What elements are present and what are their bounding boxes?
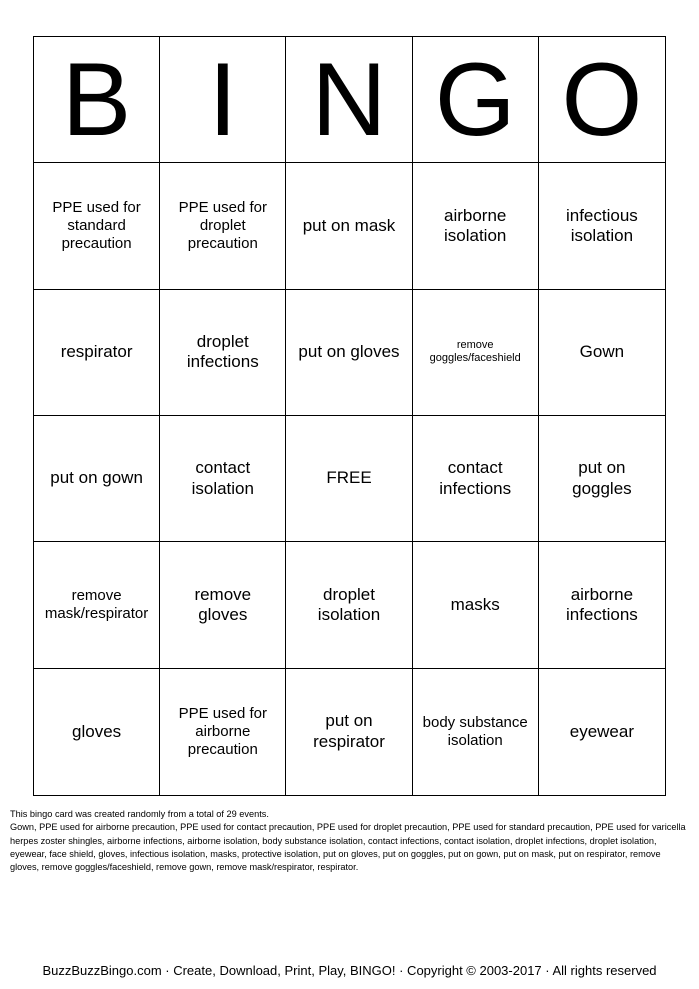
bingo-cell: put on goggles xyxy=(539,416,665,542)
bingo-cell: infectious isolation xyxy=(539,163,665,289)
bingo-cell: contact isolation xyxy=(160,416,286,542)
bingo-cell: airborne infections xyxy=(539,542,665,668)
bingo-cell: respirator xyxy=(34,290,160,416)
bingo-cell: PPE used for airborne precaution xyxy=(160,669,286,795)
card-footnote xyxy=(10,808,690,875)
bingo-cell: put on mask xyxy=(286,163,412,289)
bingo-card xyxy=(33,36,666,796)
bingo-cell: PPE used for droplet precaution xyxy=(160,163,286,289)
header-letter-b: B xyxy=(34,37,160,163)
bingo-cell: eyewear xyxy=(569,721,635,741)
bingo-cell: Gown xyxy=(539,290,665,416)
bingo-cell: remove goggles/faceshield xyxy=(413,290,539,416)
bingo-cell: droplet isolation xyxy=(286,542,412,668)
bingo-cell: remove gloves xyxy=(160,542,286,668)
bingo-cell: body substance isolation xyxy=(413,669,539,795)
copyright-footer: BuzzBuzzBingo.com · Create, Download, Print, Play, BINGO! · Copyright © 2003-2017 · All rights reserved xyxy=(42,963,657,978)
bingo-cell: put on gloves xyxy=(286,290,412,416)
footnote-event-list: Gown, PPE used for airborne precaution, PPE used for contact precaution, PPE used for droplet precaution, PPE used for standard precaution, PPE used for varicella herpes zoster shingles, airborne infections, airborne isolation, body substance isolation, contact infections, contact isolation, droplet infections, droplet isolation, eyewear, face shield, gloves, infectious isolation, masks, protective isolation, put on gloves, put on goggles, put on gown, put on mask, put on respirator, remove gloves, remove goggles/faceshield, remove gown, remove mask/respirator, respirator. xyxy=(10,822,686,873)
bingo-cell: remove mask/respirator xyxy=(34,542,160,668)
bingo-cell: put on respirator xyxy=(286,669,412,795)
bingo-cell: airborne isolation xyxy=(413,163,539,289)
header-letter-o: O xyxy=(539,37,665,163)
header-letter-i: I xyxy=(160,37,286,163)
bingo-cell: PPE used for standard precaution xyxy=(34,163,160,289)
bingo-cell: contact infections xyxy=(413,416,539,542)
header-letter-g: G xyxy=(413,37,539,163)
bingo-cell: masks xyxy=(413,542,539,668)
bingo-cell: put on gown xyxy=(34,416,160,542)
free-space-cell: FREE xyxy=(286,416,412,542)
bingo-cell: gloves xyxy=(34,669,160,795)
bingo-cell: droplet infections xyxy=(160,290,286,416)
header-letter-n: N xyxy=(286,37,412,163)
footnote-intro: This bingo card was created randomly from a total of 29 events. xyxy=(10,809,269,819)
